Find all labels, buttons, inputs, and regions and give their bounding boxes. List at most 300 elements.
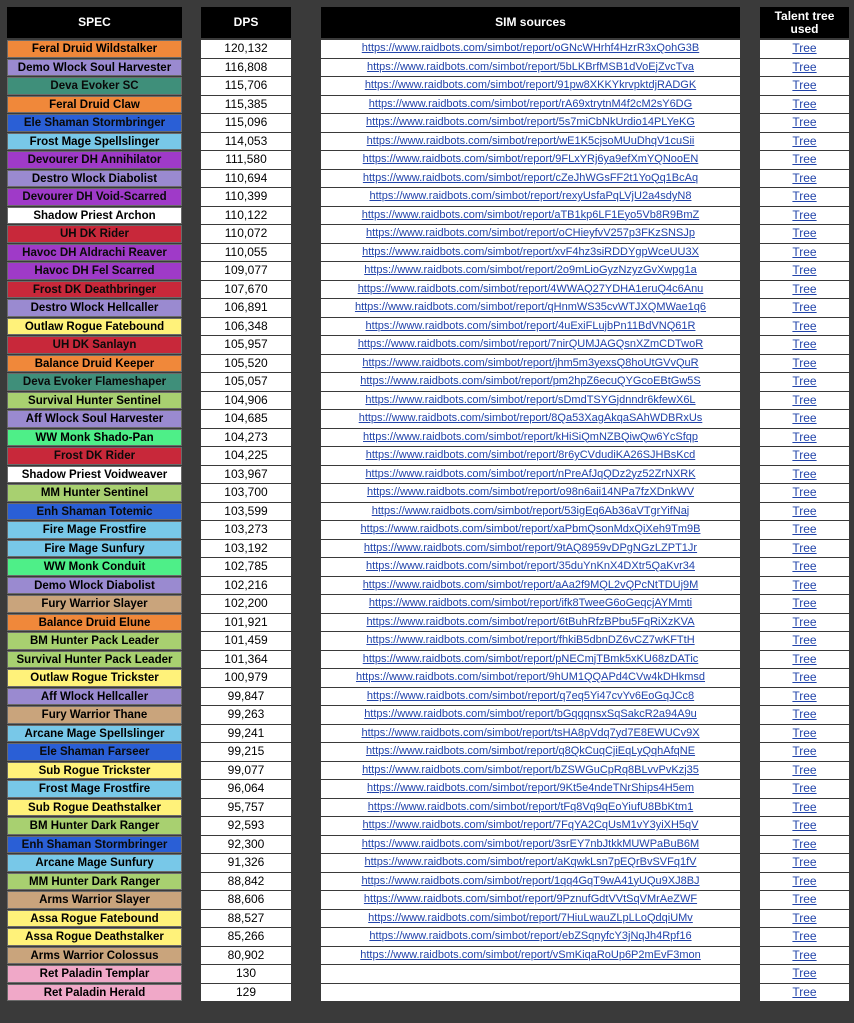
talent-tree-link[interactable]: Tree — [792, 818, 817, 832]
talent-tree-link[interactable]: Tree — [792, 411, 817, 425]
spec-cell: Sub Rogue Trickster — [7, 762, 182, 780]
spec-header: SPEC — [7, 7, 182, 38]
sim-report-link[interactable]: https://www.raidbots.com/simbot/report/7FqYA2CqUsM1vY3yiXH5qV — [362, 819, 699, 831]
dps-cell: 103,967 — [201, 466, 291, 484]
sim-cell — [321, 540, 740, 558]
sim-report-link[interactable]: https://www.raidbots.com/simbot/report/nPreAfJqQDz2yz52ZrNXRK — [365, 467, 696, 480]
sim-report-link[interactable]: https://www.raidbots.com/simbot/report/9FLxYRj6ya9efXmYQNooEN — [362, 153, 699, 165]
spec-cell: Havoc DH Fel Scarred — [7, 262, 182, 280]
sim-report-link[interactable]: https://www.raidbots.com/simbot/report/fhkiB5dbnDZ6vCZ7wKFTtH — [366, 634, 695, 646]
dps-cell: 103,599 — [201, 503, 291, 521]
spec-cell: Assa Rogue Fatebound — [7, 910, 182, 928]
sim-report-link[interactable]: https://www.raidbots.com/simbot/report/53igEq6Ab36aVTgrYifNaj — [371, 504, 690, 517]
sim-cell — [321, 577, 740, 595]
dps-cell: 115,385 — [201, 96, 291, 114]
sim-cell — [321, 96, 740, 114]
dps-cell: 92,593 — [201, 817, 291, 835]
tree-header: Talent tree used — [760, 7, 849, 38]
talent-tree-link[interactable]: Tree — [792, 337, 817, 351]
sim-report-link[interactable]: https://www.raidbots.com/simbot/report/9hUM1QQAPd4CVw4kDHkmsd — [355, 671, 706, 683]
sim-report-link[interactable]: https://www.raidbots.com/simbot/report/rA69xtrytnM4f2cM2sY6DG — [368, 97, 693, 110]
dps-cell: 104,273 — [201, 429, 291, 447]
sim-cell — [321, 207, 740, 225]
tree-cell — [760, 632, 849, 650]
sim-report-link[interactable]: https://www.raidbots.com/simbot/report/9Kt5e4ndeTNrShips4H5em — [366, 782, 695, 794]
spec-cell: Shadow Priest Archon — [7, 207, 182, 225]
talent-tree-link[interactable]: Tree — [792, 59, 817, 74]
dps-cell: 104,685 — [201, 410, 291, 428]
talent-tree-link[interactable]: Tree — [792, 670, 817, 684]
talent-tree-link[interactable]: Tree — [792, 873, 817, 888]
sim-cell — [321, 225, 740, 243]
sim-cell — [321, 170, 740, 188]
sim-report-link[interactable]: https://www.raidbots.com/simbot/report/6tBuhRfzBPbu5FqRiXzKVA — [366, 615, 695, 628]
sim-report-link[interactable]: https://www.raidbots.com/simbot/report/5s7miCbNkUrdio14PLYeKG — [366, 116, 695, 128]
sim-report-link[interactable]: https://www.raidbots.com/simbot/report/q7eq5Yi47cvYv6EoGqJCc8 — [366, 689, 695, 702]
tree-cell — [760, 928, 849, 946]
sim-report-link[interactable]: https://www.raidbots.com/simbot/report/oGNcWHrhf4HzrR3xQohG3B — [361, 42, 700, 54]
tree-cell — [760, 688, 849, 706]
sim-cell — [321, 558, 740, 576]
tree-cell — [760, 355, 849, 373]
sim-report-link[interactable]: https://www.raidbots.com/simbot/report/pm2hpZ6ecuQYGcoEBtGw5S — [360, 375, 701, 387]
tree-cell — [760, 651, 849, 669]
spec-cell: Balance Druid Elune — [7, 614, 182, 632]
spec-cell: Ret Paladin Templar — [7, 965, 182, 983]
spec-cell: Frost Mage Spellslinger — [7, 133, 182, 151]
talent-tree-link[interactable]: Tree — [792, 725, 817, 740]
tree-cell — [760, 854, 849, 872]
talent-tree-link[interactable]: Tree — [792, 133, 817, 148]
tree-cell — [760, 947, 849, 965]
sim-report-link[interactable]: https://www.raidbots.com/simbot/report/pNECmjTBmk5xKU68zDATic — [362, 652, 699, 665]
sim-cell — [321, 355, 740, 373]
dps-cell: 111,580 — [201, 151, 291, 169]
sim-cell — [321, 392, 740, 410]
sim-cell — [321, 743, 740, 761]
tree-cell — [760, 429, 849, 447]
talent-tree-link[interactable]: Tree — [792, 559, 817, 573]
sim-rows — [321, 40, 740, 1001]
talent-tree-link[interactable]: Tree — [792, 614, 817, 629]
sim-cell — [321, 688, 740, 706]
talent-tree-link[interactable]: Tree — [792, 799, 817, 814]
dps-cell: 110,122 — [201, 207, 291, 225]
spec-cell: Frost Mage Frostfire — [7, 780, 182, 798]
tree-cell — [760, 77, 849, 95]
talent-tree-link[interactable]: Tree — [792, 984, 817, 999]
talent-tree-link[interactable]: Tree — [792, 300, 817, 314]
tree-cell — [760, 244, 849, 262]
tree-cell — [760, 577, 849, 595]
tree-cell — [760, 133, 849, 151]
tree-cell — [760, 614, 849, 632]
talent-tree-link[interactable]: Tree — [792, 540, 817, 555]
dps-cell: 88,842 — [201, 873, 291, 891]
spec-cell: Fire Mage Frostfire — [7, 521, 182, 539]
sim-report-link[interactable]: https://www.raidbots.com/simbot/report/xvF4hz3siRDDYgpWceUU3X — [362, 245, 699, 258]
sim-report-link[interactable]: https://www.raidbots.com/simbot/report/8Qa53XagAkqaSAhWDBRxUs — [358, 412, 703, 424]
sim-cell — [321, 151, 740, 169]
sim-report-link[interactable]: https://www.raidbots.com/simbot/report/4uExiFLujbPn11BdVNQ61R — [365, 319, 696, 332]
sim-report-link[interactable]: https://www.raidbots.com/simbot/report/oCHieyfvV257p3FKzSNSJp — [366, 227, 695, 239]
sim-cell — [321, 447, 740, 465]
sim-report-link[interactable]: https://www.raidbots.com/simbot/report/tFq8Vq9qEoYiufU8BbKtm1 — [367, 800, 694, 813]
talent-tree-link[interactable]: Tree — [792, 762, 817, 777]
sim-cell — [321, 651, 740, 669]
spec-cell: MM Hunter Dark Ranger — [7, 873, 182, 891]
dps-cell: 115,096 — [201, 114, 291, 132]
spec-cell: Arms Warrior Colossus — [7, 947, 182, 965]
sim-report-link[interactable]: https://www.raidbots.com/simbot/report/cZeJhWGsFF2t1YoQq1BcAq — [362, 171, 699, 184]
tree-cell — [760, 410, 849, 428]
tree-cell — [760, 188, 849, 206]
dps-cell: 88,527 — [201, 910, 291, 928]
spec-cell: Survival Hunter Sentinel — [7, 392, 182, 410]
sim-report-link[interactable]: https://www.raidbots.com/simbot/report/tsHA8pVdq7yd7E8EWUCv9X — [361, 726, 700, 739]
spec-column — [7, 7, 182, 1002]
talent-tree-link[interactable]: Tree — [792, 522, 817, 536]
tree-cell — [760, 891, 849, 909]
tree-cell — [760, 281, 849, 299]
spec-cell: UH DK Sanlayn — [7, 336, 182, 354]
dps-rows — [201, 40, 291, 1001]
spec-cell: Shadow Priest Voidweaver — [7, 466, 182, 484]
dps-cell: 105,957 — [201, 336, 291, 354]
dps-cell: 101,921 — [201, 614, 291, 632]
talent-tree-link[interactable]: Tree — [792, 947, 817, 962]
sim-cell — [321, 725, 740, 743]
spec-cell: Ele Shaman Stormbringer — [7, 114, 182, 132]
sim-cell — [321, 281, 740, 299]
sim-cell — [321, 429, 740, 447]
talent-tree-link[interactable]: Tree — [792, 226, 817, 240]
talent-tree-link[interactable]: Tree — [792, 651, 817, 666]
dps-cell: 88,606 — [201, 891, 291, 909]
talent-tree-link[interactable]: Tree — [792, 448, 817, 462]
sim-cell — [321, 133, 740, 151]
tree-cell — [760, 706, 849, 724]
tree-cell — [760, 762, 849, 780]
spec-cell: UH DK Rider — [7, 225, 182, 243]
dps-cell: 109,077 — [201, 262, 291, 280]
talent-tree-link[interactable]: Tree — [792, 836, 817, 851]
sim-report-link[interactable]: https://www.raidbots.com/simbot/report/7nirQUMJAGQsnXZmCDTwoR — [357, 338, 704, 350]
sim-cell — [321, 484, 740, 502]
dps-cell: 106,348 — [201, 318, 291, 336]
tree-cell — [760, 799, 849, 817]
talent-tree-link[interactable]: Tree — [792, 855, 817, 869]
sim-cell — [321, 910, 740, 928]
dps-cell: 130 — [201, 965, 291, 983]
tree-column — [760, 7, 849, 1002]
talent-tree-link[interactable]: Tree — [792, 189, 817, 203]
tree-cell — [760, 817, 849, 835]
sim-report-link[interactable]: https://www.raidbots.com/simbot/report/3srEY7nbJtkkMUWPaBuB6M — [361, 837, 700, 850]
sim-cell — [321, 632, 740, 650]
tree-cell — [760, 170, 849, 188]
talent-tree-link[interactable]: Tree — [792, 244, 817, 259]
sim-cell — [321, 262, 740, 280]
dps-cell: 105,057 — [201, 373, 291, 391]
talent-tree-link[interactable]: Tree — [792, 688, 817, 703]
sim-report-link[interactable]: https://www.raidbots.com/simbot/report/2o9mLioGyzNzyzGvXwpg1a — [364, 264, 697, 276]
tree-cell — [760, 873, 849, 891]
dps-cell: 129 — [201, 984, 291, 1002]
sim-cell — [321, 891, 740, 909]
dps-cell: 115,706 — [201, 77, 291, 95]
dps-cell: 102,785 — [201, 558, 291, 576]
sim-report-link[interactable]: https://www.raidbots.com/simbot/report/1qq4GqT9wA41yUQu9XJ8BJ — [361, 874, 700, 887]
tree-cell — [760, 114, 849, 132]
sim-report-link[interactable]: https://www.raidbots.com/simbot/report/bZSWGuCpRq8BLvvPvKzj35 — [362, 763, 699, 776]
sim-cell — [321, 466, 740, 484]
sim-report-link[interactable]: https://www.raidbots.com/simbot/report/o98n6aii14NPa7fzXDnkWV — [366, 486, 695, 498]
sim-cell — [321, 77, 740, 95]
spec-cell: MM Hunter Sentinel — [7, 484, 182, 502]
spec-cell: Deva Evoker SC — [7, 77, 182, 95]
tree-cell — [760, 151, 849, 169]
talent-tree-link[interactable]: Tree — [792, 929, 817, 943]
sim-cell — [321, 762, 740, 780]
dps-header: DPS — [201, 7, 291, 38]
sim-cell — [321, 817, 740, 835]
sim-cell — [321, 188, 740, 206]
talent-tree-link[interactable]: Tree — [792, 910, 817, 925]
talent-tree-link[interactable]: Tree — [792, 374, 817, 388]
sim-cell — [321, 503, 740, 521]
sim-cell — [321, 336, 740, 354]
talent-tree-link[interactable]: Tree — [792, 152, 817, 166]
sim-report-link[interactable]: https://www.raidbots.com/simbot/report/kHiSiQmNZBQiwQw6YcSfqp — [363, 430, 698, 443]
sim-cell — [321, 928, 740, 946]
spec-cell: BM Hunter Dark Ranger — [7, 817, 182, 835]
dps-column — [201, 7, 291, 1002]
spec-cell: Arcane Mage Sunfury — [7, 854, 182, 872]
talent-tree-link[interactable]: Tree — [792, 744, 817, 758]
sim-cell — [321, 299, 740, 317]
tree-cell — [760, 373, 849, 391]
spec-cell: Demo Wlock Diabolist — [7, 577, 182, 595]
talent-tree-link[interactable]: Tree — [792, 485, 817, 499]
dps-cell: 104,225 — [201, 447, 291, 465]
tree-cell — [760, 40, 849, 58]
talent-tree-link[interactable]: Tree — [792, 466, 817, 481]
dps-cell: 114,053 — [201, 133, 291, 151]
tree-cell — [760, 503, 849, 521]
tree-cell — [760, 318, 849, 336]
sim-report-link[interactable]: https://www.raidbots.com/simbot/report/sDmdTSYGjdnndr6kfewX6L — [365, 393, 696, 406]
sim-cell — [321, 114, 740, 132]
spec-cell: Deva Evoker Flameshaper — [7, 373, 182, 391]
sim-report-link[interactable]: https://www.raidbots.com/simbot/report/vSmKiqaRoUp6P2mEvF3mon — [360, 948, 701, 961]
sim-report-link[interactable]: https://www.raidbots.com/simbot/report/q8QkCuqCjiEqLyQqhAfqNE — [365, 745, 696, 757]
spec-cell: Arcane Mage Spellslinger — [7, 725, 182, 743]
dps-cell: 101,364 — [201, 651, 291, 669]
sim-cell — [321, 854, 740, 872]
talent-tree-link[interactable]: Tree — [792, 318, 817, 333]
tree-cell — [760, 299, 849, 317]
talent-tree-link[interactable]: Tree — [792, 577, 817, 592]
sim-report-link[interactable]: https://www.raidbots.com/simbot/report/wE1K5cjsoMUuDhqV1cuSii — [366, 134, 695, 147]
talent-tree-link[interactable]: Tree — [792, 892, 817, 906]
sim-report-link[interactable]: https://www.raidbots.com/simbot/report/aAa2f9MQL2vQPcNtTDUj9M — [362, 578, 699, 591]
spec-cell: Ret Paladin Herald — [7, 984, 182, 1002]
spec-cell: Destro Wlock Diabolist — [7, 170, 182, 188]
talent-tree-link[interactable]: Tree — [792, 207, 817, 222]
sim-cell — [321, 595, 740, 613]
sim-cell — [321, 318, 740, 336]
sim-column — [321, 7, 740, 1002]
spec-cell: Feral Druid Wildstalker — [7, 40, 182, 58]
dps-cell: 103,192 — [201, 540, 291, 558]
dps-cell: 116,808 — [201, 59, 291, 77]
talent-tree-link[interactable]: Tree — [792, 281, 817, 296]
sim-cell — [321, 373, 740, 391]
spec-cell: WW Monk Conduit — [7, 558, 182, 576]
tree-cell — [760, 207, 849, 225]
tree-cell — [760, 392, 849, 410]
spec-cell: Outlaw Rogue Trickster — [7, 669, 182, 687]
sim-cell — [321, 965, 740, 983]
dps-cell: 99,215 — [201, 743, 291, 761]
spec-cell: Enh Shaman Totemic — [7, 503, 182, 521]
tree-cell — [760, 669, 849, 687]
spec-cell: Destro Wlock Hellcaller — [7, 299, 182, 317]
dps-cell: 110,055 — [201, 244, 291, 262]
dps-cell: 100,979 — [201, 669, 291, 687]
dps-cell: 99,241 — [201, 725, 291, 743]
tree-cell — [760, 59, 849, 77]
spec-cell: Feral Druid Claw — [7, 96, 182, 114]
dps-cell: 104,906 — [201, 392, 291, 410]
sim-report-link[interactable]: https://www.raidbots.com/simbot/report/9PznufGdtVVtSqVMrAeZWF — [363, 893, 698, 905]
dps-cell: 102,200 — [201, 595, 291, 613]
tree-rows — [760, 40, 849, 1001]
sim-report-link[interactable]: https://www.raidbots.com/simbot/report/8r6yCVdudiKA26SJHBsKcd — [365, 449, 696, 461]
tree-cell — [760, 96, 849, 114]
talent-tree-link[interactable]: Tree — [792, 966, 817, 980]
spec-cell: Frost DK Deathbringer — [7, 281, 182, 299]
spec-cell: Aff Wlock Soul Harvester — [7, 410, 182, 428]
dps-cell: 85,266 — [201, 928, 291, 946]
sim-report-link[interactable]: https://www.raidbots.com/simbot/report/qHnmWS35cvWTJXQMWae1q6 — [354, 301, 707, 313]
dps-cell: 102,216 — [201, 577, 291, 595]
sim-report-link[interactable]: https://www.raidbots.com/simbot/report/35duYnKnX4DXtr5QaKvr34 — [366, 560, 695, 572]
spec-cell: Demo Wlock Soul Harvester — [7, 59, 182, 77]
sim-report-link[interactable]: https://www.raidbots.com/simbot/report/aKqwkLsn7pEQrBvSVFq1fV — [364, 856, 697, 868]
talent-tree-link[interactable]: Tree — [792, 392, 817, 407]
sim-report-link[interactable]: https://www.raidbots.com/simbot/report/jhm5m3yexsQ8hoUtGVvQuR — [362, 356, 699, 369]
talent-tree-link[interactable]: Tree — [792, 96, 817, 111]
tree-cell — [760, 466, 849, 484]
spec-cell: Fury Warrior Thane — [7, 706, 182, 724]
sim-report-link[interactable]: https://www.raidbots.com/simbot/report/ifk8TweeG6oGeqcjAYMmti — [368, 597, 693, 609]
spec-cell: Balance Druid Keeper — [7, 355, 182, 373]
sim-report-link[interactable]: https://www.raidbots.com/simbot/report/5bLKBrfMSB1dVoEjZvcTva — [366, 60, 695, 73]
sim-report-link[interactable]: https://www.raidbots.com/simbot/report/xaPbmQsonMdxQiXeh9Tm9B — [360, 523, 701, 535]
dps-cell: 80,902 — [201, 947, 291, 965]
talent-tree-link[interactable]: Tree — [792, 429, 817, 444]
spec-cell: Devourer DH Void-Scarred — [7, 188, 182, 206]
talent-tree-link[interactable]: Tree — [792, 596, 817, 610]
spec-cell: Aff Wlock Hellcaller — [7, 688, 182, 706]
dps-cell: 110,399 — [201, 188, 291, 206]
talent-tree-link[interactable]: Tree — [792, 170, 817, 185]
tree-cell — [760, 984, 849, 1002]
dps-cell: 110,072 — [201, 225, 291, 243]
dps-cell: 110,694 — [201, 170, 291, 188]
tree-cell — [760, 910, 849, 928]
spec-cell: WW Monk Shado-Pan — [7, 429, 182, 447]
sim-cell — [321, 836, 740, 854]
tree-cell — [760, 595, 849, 613]
talent-tree-link[interactable]: Tree — [792, 633, 817, 647]
dps-cell: 107,670 — [201, 281, 291, 299]
sim-report-link[interactable]: https://www.raidbots.com/simbot/report/7HiuLwauZLpLLoQdqiUMv — [368, 911, 693, 924]
tree-cell — [760, 540, 849, 558]
talent-tree-link[interactable]: Tree — [792, 781, 817, 795]
talent-tree-link[interactable]: Tree — [792, 41, 817, 55]
sim-cell — [321, 521, 740, 539]
tree-cell — [760, 725, 849, 743]
sim-cell — [321, 799, 740, 817]
spec-rows — [7, 40, 182, 1001]
talent-tree-link[interactable]: Tree — [792, 78, 817, 92]
sim-cell — [321, 780, 740, 798]
sim-report-link[interactable]: https://www.raidbots.com/simbot/report/ebZSqnyfcY3jNqJh4Rpf16 — [369, 930, 692, 942]
dps-cell: 106,891 — [201, 299, 291, 317]
talent-tree-link[interactable]: Tree — [792, 355, 817, 370]
spec-cell: Survival Hunter Pack Leader — [7, 651, 182, 669]
tree-cell — [760, 743, 849, 761]
talent-tree-link[interactable]: Tree — [792, 707, 817, 721]
sim-report-link[interactable]: https://www.raidbots.com/simbot/report/4WWAQ27YDHA1eruQ4c6Anu — [357, 282, 704, 295]
tree-cell — [760, 521, 849, 539]
sim-report-link[interactable]: https://www.raidbots.com/simbot/report/aTB1kp6LF1Eyo5Vb8R9BmZ — [361, 208, 700, 221]
sim-cell — [321, 40, 740, 58]
dps-cell: 99,263 — [201, 706, 291, 724]
tree-cell — [760, 484, 849, 502]
talent-tree-link[interactable]: Tree — [792, 503, 817, 518]
spec-cell: BM Hunter Pack Leader — [7, 632, 182, 650]
sim-cell — [321, 614, 740, 632]
dps-cell: 103,273 — [201, 521, 291, 539]
talent-tree-link[interactable]: Tree — [792, 263, 817, 277]
tree-cell — [760, 780, 849, 798]
dps-cell: 101,459 — [201, 632, 291, 650]
sim-report-link[interactable]: https://www.raidbots.com/simbot/report/91pw8XKKYkrvpktdjRADGK — [364, 79, 697, 91]
sim-report-link[interactable]: https://www.raidbots.com/simbot/report/bGqqqnsxSqSakcR2a94A9u — [364, 708, 697, 720]
dps-cell: 95,757 — [201, 799, 291, 817]
sim-cell — [321, 59, 740, 77]
sim-report-link[interactable]: https://www.raidbots.com/simbot/report/rexyUsfaPqLVjU2a4sdyN8 — [369, 190, 692, 202]
dps-cell: 96,064 — [201, 780, 291, 798]
spec-cell: Sub Rogue Deathstalker — [7, 799, 182, 817]
talent-tree-link[interactable]: Tree — [792, 115, 817, 129]
spec-cell: Havoc DH Aldrachi Reaver — [7, 244, 182, 262]
spec-cell: Fury Warrior Slayer — [7, 595, 182, 613]
spec-cell: Arms Warrior Slayer — [7, 891, 182, 909]
sim-cell — [321, 410, 740, 428]
sim-cell — [321, 873, 740, 891]
spec-cell: Ele Shaman Farseer — [7, 743, 182, 761]
spec-cell: Assa Rogue Deathstalker — [7, 928, 182, 946]
sim-header: SIM sources — [321, 7, 740, 38]
sim-cell — [321, 244, 740, 262]
sim-report-link[interactable]: https://www.raidbots.com/simbot/report/9tAQ8959vDPgNGzLZPT1Jr — [363, 541, 698, 554]
tree-cell — [760, 836, 849, 854]
